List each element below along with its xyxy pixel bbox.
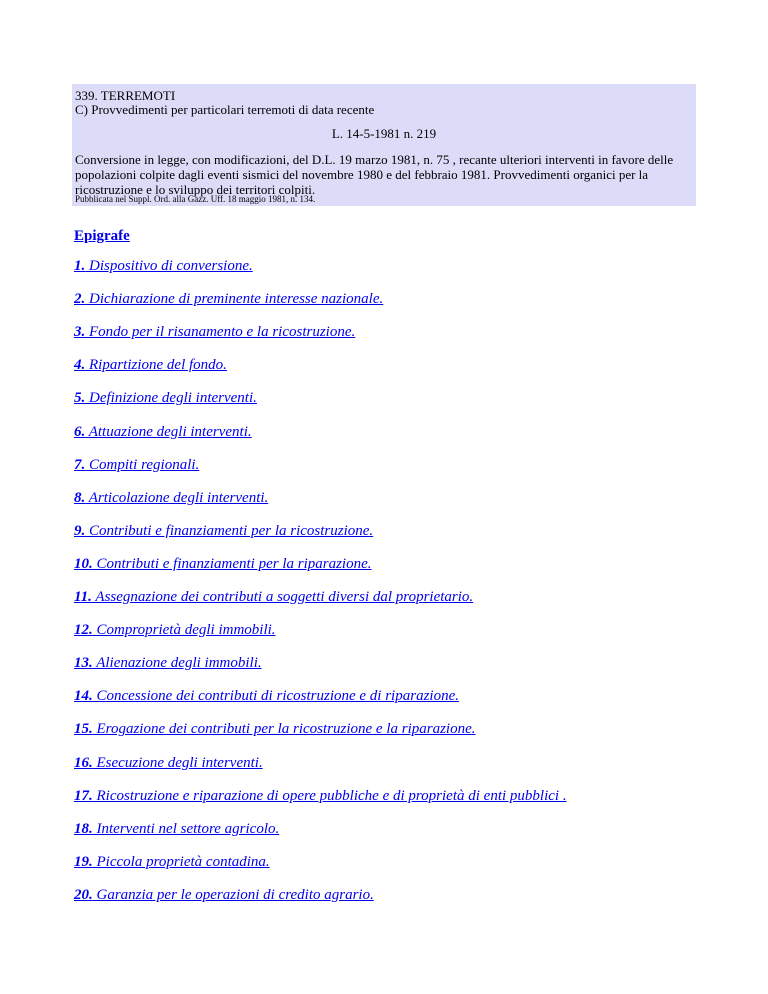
article-link-19[interactable]: [74, 854, 270, 871]
article-link-20[interactable]: [74, 887, 374, 904]
article-title: Alienazione degli immobili.: [92, 655, 262, 672]
article-title: Comproprietà degli immobili.: [92, 622, 276, 639]
article-number: 8.: [74, 489, 86, 506]
article-number: 11.: [74, 589, 92, 605]
article-title: Ripartizione del fondo.: [85, 357, 227, 374]
article-link-1[interactable]: [74, 258, 253, 275]
article-number: 4.: [74, 357, 86, 374]
article-link-5[interactable]: [74, 390, 257, 407]
article-link-11[interactable]: [74, 589, 473, 606]
article-title: Contributi e finanziamenti per la riparazione.: [92, 555, 372, 572]
article-link-17[interactable]: [74, 788, 567, 805]
article-title: Contributi e finanziamenti per la ricostruzione.: [85, 522, 374, 539]
article-link-15[interactable]: [74, 721, 476, 738]
article-number: 18.: [74, 820, 93, 837]
article-title: Definizione degli interventi.: [85, 390, 257, 407]
article-title: Dispositivo di conversione.: [85, 258, 253, 274]
article-title: Esecuzione degli interventi.: [92, 754, 263, 771]
article-link-2[interactable]: [74, 291, 383, 308]
article-number: 13.: [74, 655, 93, 672]
article-title: Attuazione degli interventi.: [85, 423, 252, 440]
article-link-12[interactable]: [74, 622, 276, 639]
article-title: Dichiarazione di preminente interesse nazionale.: [85, 291, 384, 308]
article-link-18[interactable]: [74, 821, 279, 838]
law-description: Conversione in legge, con modificazioni, del D.L. 19 marzo 1981, n. 75 , recante ulteriori interventi in favore delle popolazioni colpite dagli eventi sismici del novembre 1980 e del febbraio 1981. Provvedimenti organici per la ricostruzione e lo sviluppo dei territori colpiti.: [75, 152, 674, 197]
article-number: 14.: [74, 688, 93, 705]
article-title: Erogazione dei contributi per la ricostruzione e la riparazione.: [92, 721, 476, 738]
article-link-7[interactable]: [74, 457, 199, 474]
article-number: 17.: [74, 787, 93, 804]
article-number: 7.: [74, 456, 86, 473]
article-link-3[interactable]: [74, 324, 355, 341]
article-title: Compiti regionali.: [85, 456, 200, 473]
subsection-title: C) Provvedimenti per particolari terremoti di data recente: [75, 102, 375, 117]
article-link-6[interactable]: [74, 424, 252, 441]
article-number: 9.: [74, 522, 86, 539]
article-number: 2.: [74, 291, 86, 308]
epigrafe-link[interactable]: Epigrafe: [74, 228, 130, 244]
article-title: Assegnazione dei contributi a soggetti diversi dal proprietario.: [91, 589, 474, 605]
article-title: Ricostruzione e riparazione di opere pubbliche e di proprietà di enti pubblici .: [92, 787, 567, 804]
article-number: 16.: [74, 754, 93, 771]
article-number: 6.: [74, 423, 86, 440]
document-header: [72, 84, 696, 206]
article-number: 20.: [74, 886, 93, 903]
article-title: Garanzia per le operazioni di credito agrario.: [92, 886, 374, 903]
article-number: 10.: [74, 555, 93, 572]
law-reference: L. 14-5-1981 n. 219: [331, 126, 437, 141]
article-link-13[interactable]: [74, 655, 262, 672]
article-title: Interventi nel settore agricolo.: [92, 820, 280, 837]
article-number: 15.: [74, 721, 93, 738]
article-number: 19.: [74, 853, 93, 870]
article-link-4[interactable]: [74, 357, 227, 374]
article-number: 5.: [74, 390, 86, 407]
article-link-10[interactable]: [74, 556, 372, 573]
article-number: 12.: [74, 622, 93, 639]
section-title: 339. TERREMOTI: [75, 88, 176, 103]
article-link-14[interactable]: [74, 688, 459, 705]
article-link-16[interactable]: [74, 755, 263, 772]
publication-note: Pubblicata nel Suppl. Ord. alla Gazz. Uff. 18 maggio 1981, n. 134.: [75, 194, 316, 204]
article-link-8[interactable]: [74, 490, 268, 507]
article-link-9[interactable]: [74, 523, 373, 540]
article-title: Piccola proprietà contadina.: [92, 853, 270, 870]
article-number: 1.: [74, 258, 86, 274]
article-number: 3.: [74, 324, 86, 341]
article-title: Concessione dei contributi di ricostruzione e di riparazione.: [92, 688, 459, 705]
article-title: Fondo per il risanamento e la ricostruzione.: [85, 324, 356, 341]
article-title: Articolazione degli interventi.: [85, 489, 269, 506]
